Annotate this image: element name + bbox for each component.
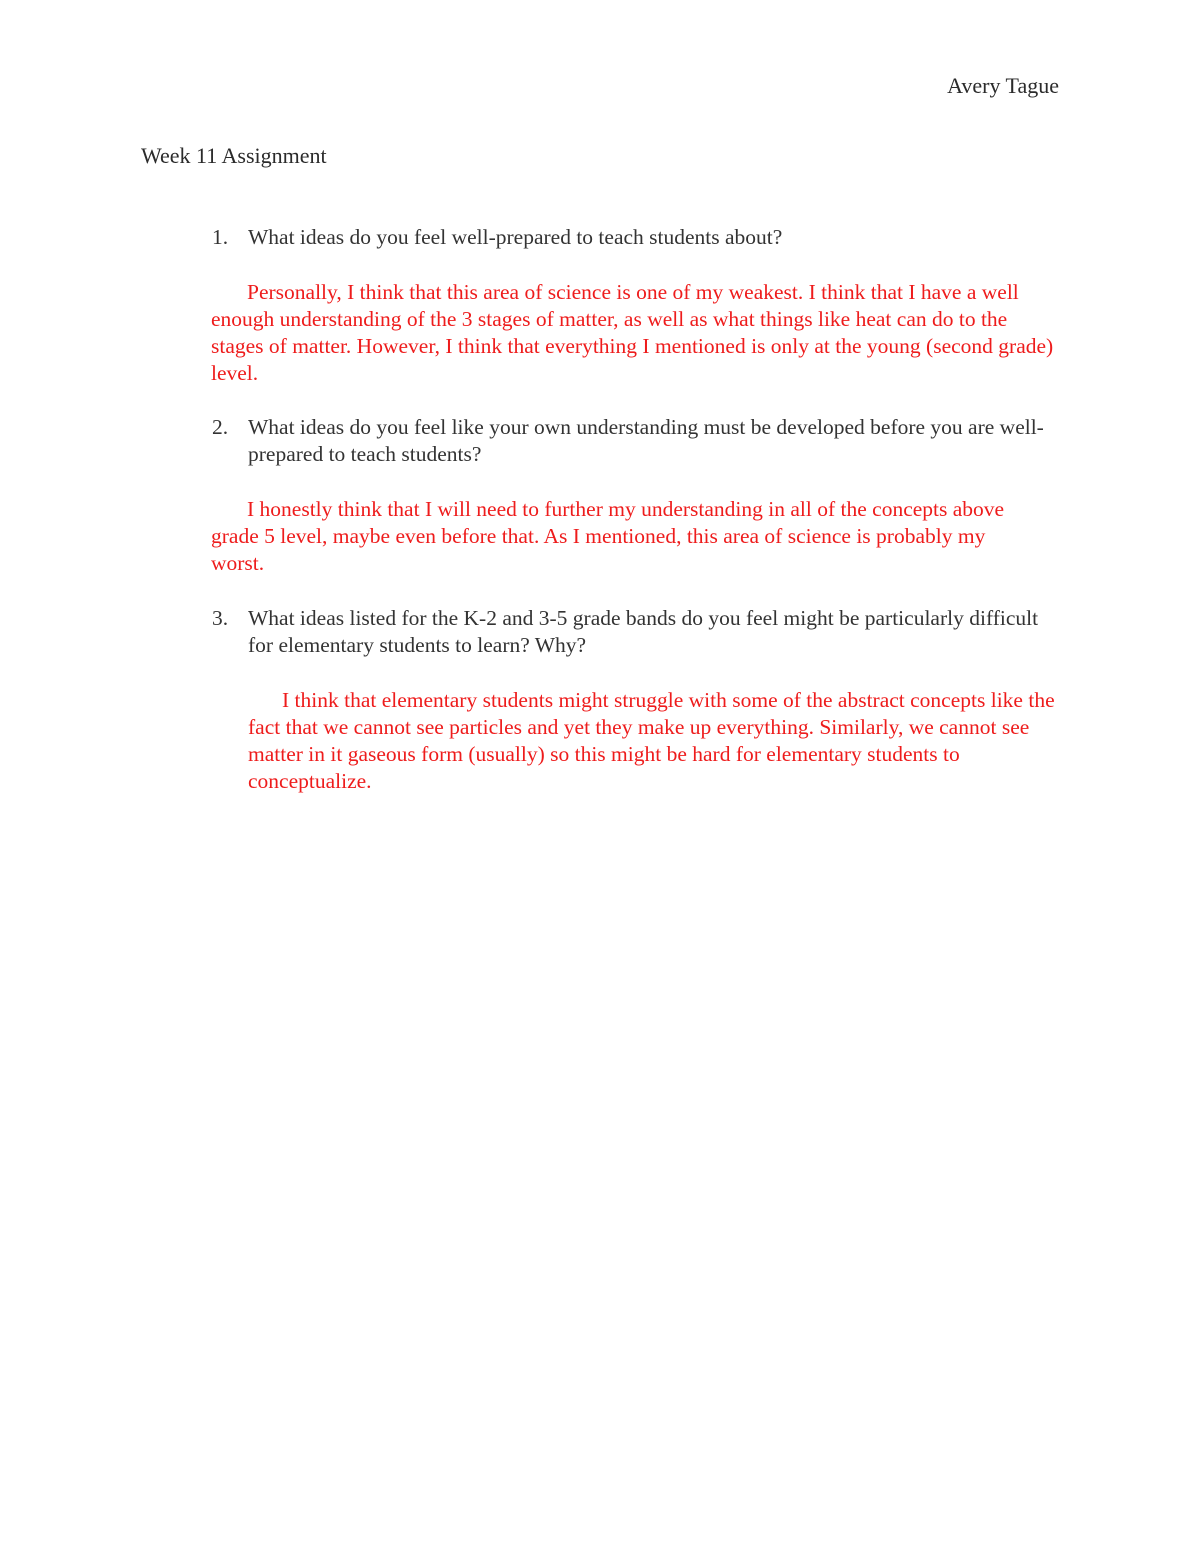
question-number: 3. xyxy=(212,606,229,630)
question-number: 1. xyxy=(212,225,229,249)
question-text: What ideas listed for the K-2 and 3-5 grade bands do you feel might be particularly difficult for elementary students to learn? Why? xyxy=(248,606,1039,657)
question-1 xyxy=(212,224,1062,251)
question-2 xyxy=(212,414,1062,468)
assignment-title: Week 11 Assignment xyxy=(141,143,327,168)
answer-1: Personally, I think that this area of science is one of my weakest. I think that I have a well enough understanding of the 3 stages of matter, as well as what things like heat can do to the stages of matter. However, I think that everything I mentioned is only at the young (second grade) level. xyxy=(211,280,1054,385)
answer-3: I think that elementary students might struggle with some of the abstract concepts like the fact that we cannot see particles and yet they make up everything. Similarly, we cannot see matter in it gaseous form (usually) so this might be hard for elementary students to conceptualize. xyxy=(248,688,1055,793)
question-text: What ideas do you feel like your own understanding must be developed before you are well-prepared to teach students? xyxy=(248,415,1044,466)
author-name: Avery Tague xyxy=(947,73,1059,98)
answer-2: I honestly think that I will need to further my understanding in all of the concepts above grade 5 level, maybe even before that. As I mentioned, this area of science is probably my worst. xyxy=(211,497,1005,575)
question-3 xyxy=(212,605,1062,659)
question-number: 2. xyxy=(212,415,229,439)
question-text: What ideas do you feel well-prepared to teach students about? xyxy=(248,225,783,249)
